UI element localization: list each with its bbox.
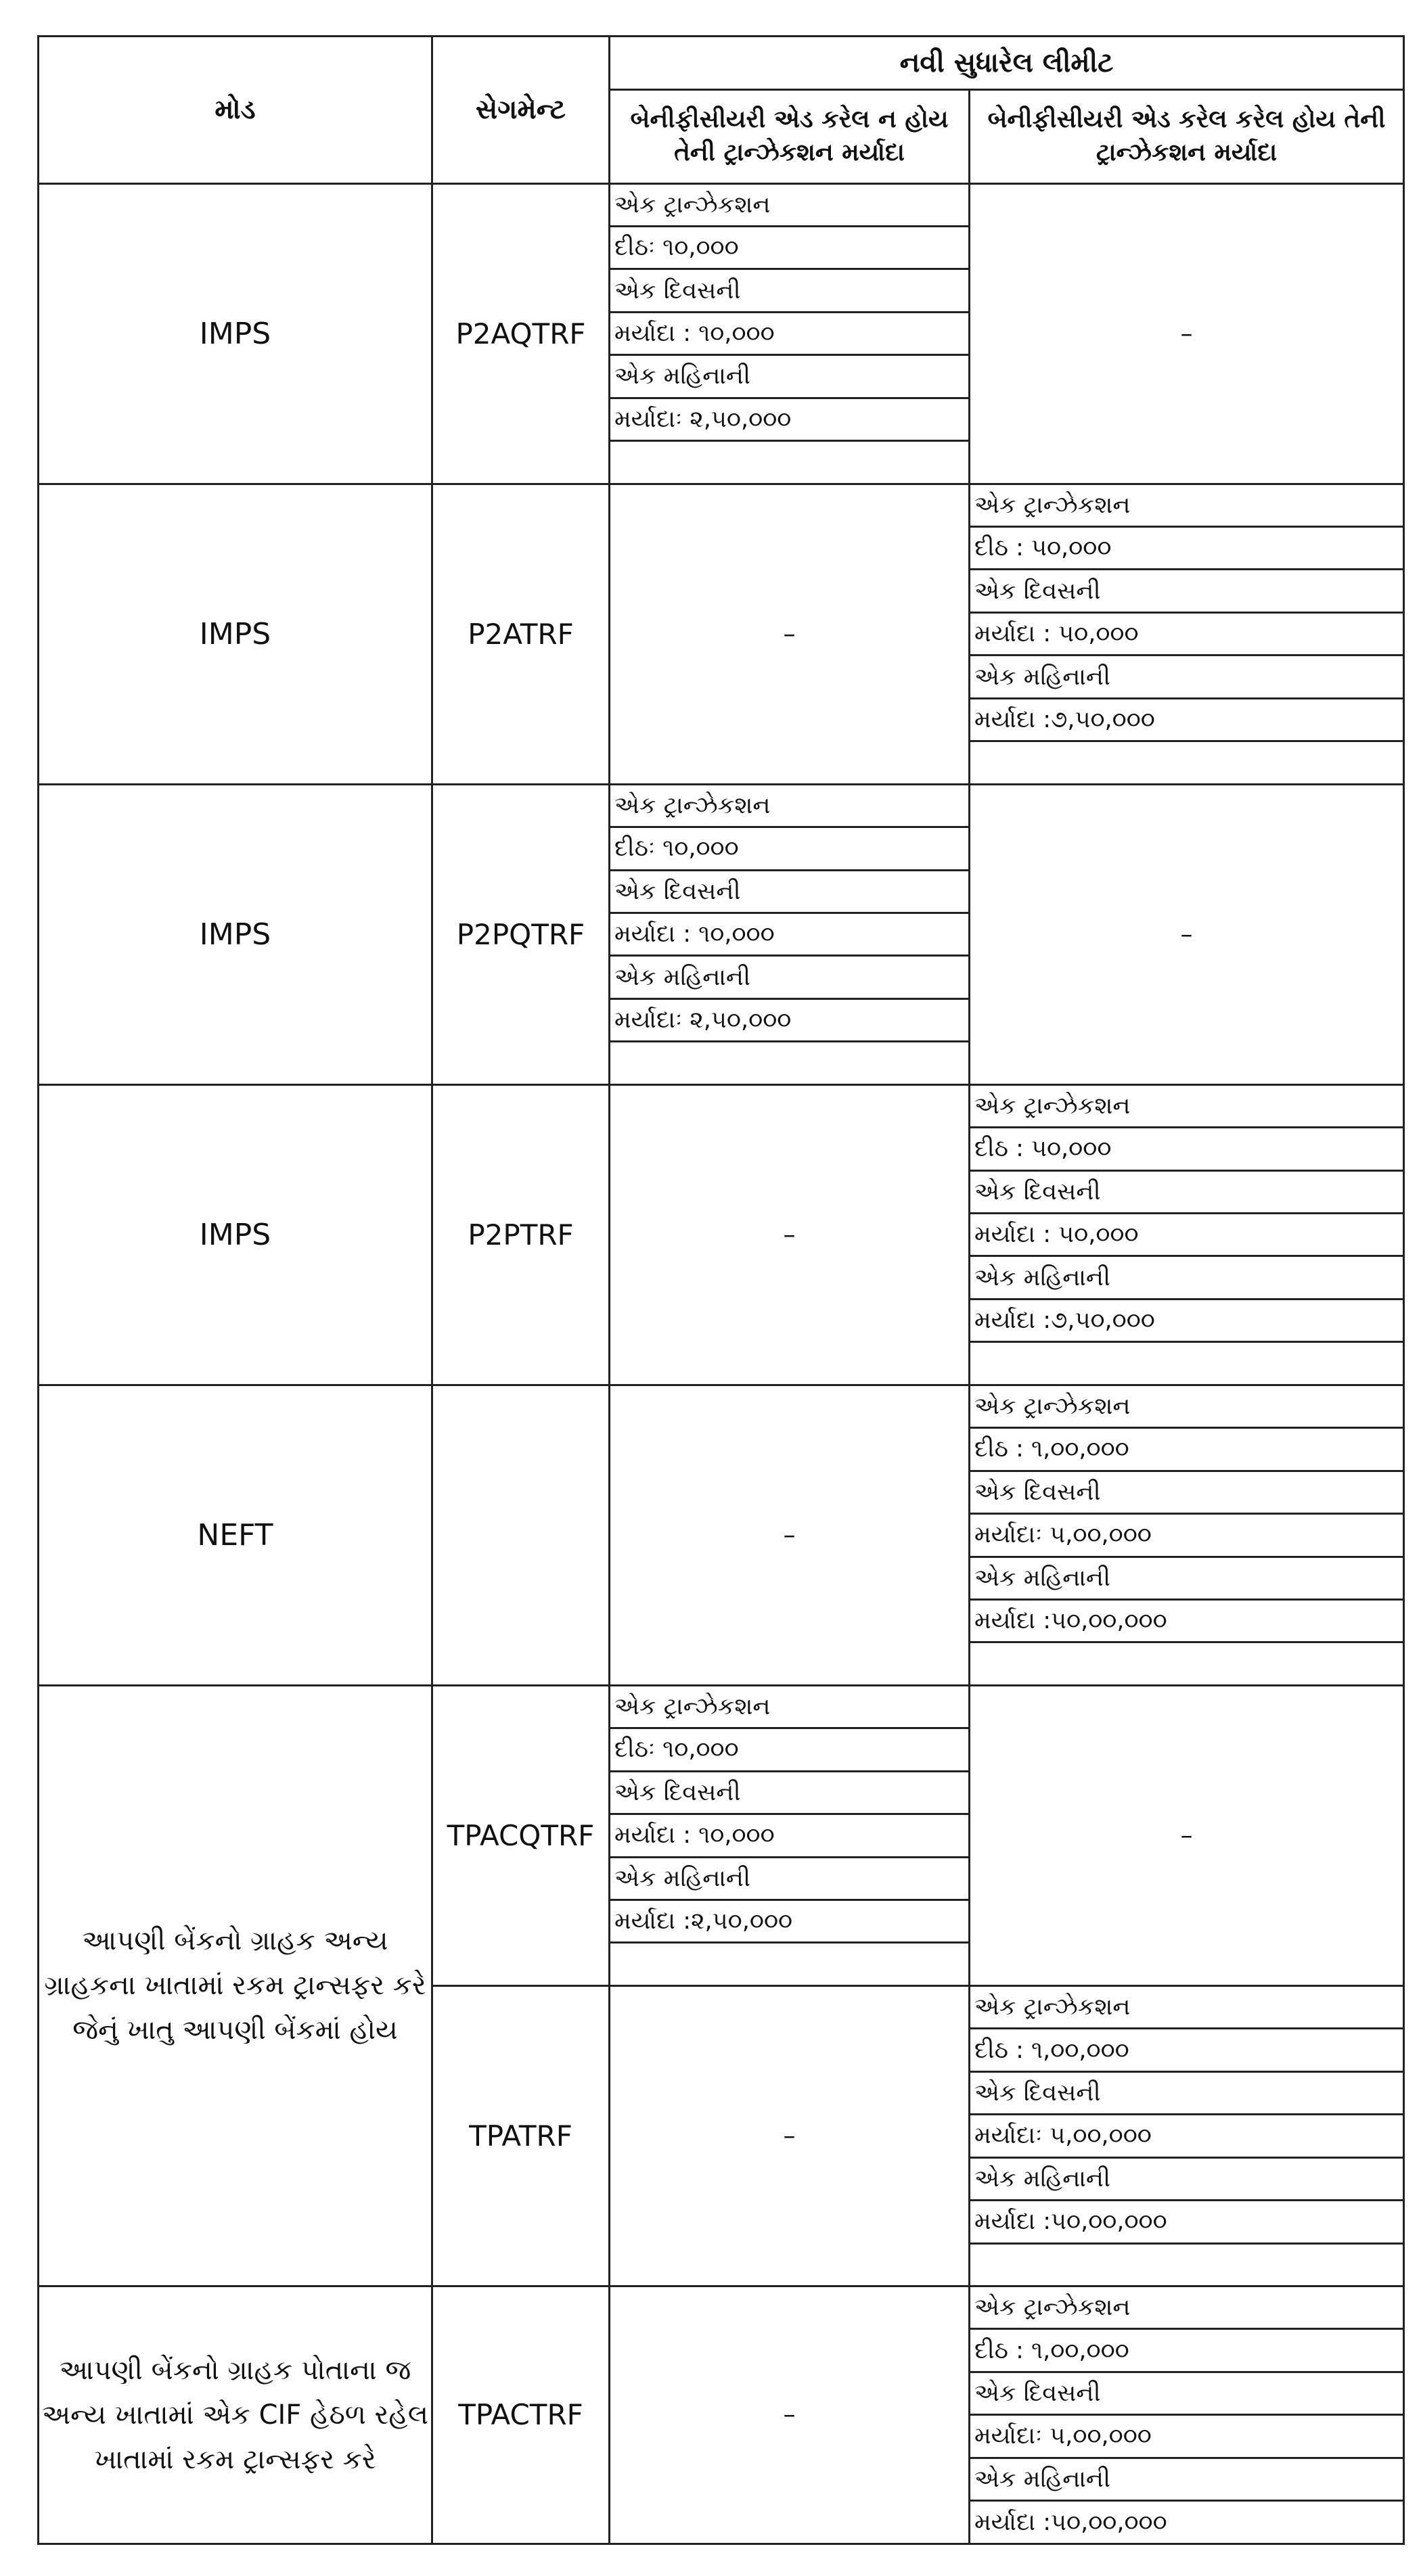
segment-cell: TPACTRF (432, 2286, 610, 2544)
mode-cell: આપણી બેંકનો ગ્રાહક પોતાના જ અન્ય ખાતામાં એક CIF હેઠળ રહેલ ખાતામાં રકમ ટ્રાન્સફર કરે (39, 2286, 432, 2544)
limits-table (37, 35, 1405, 2545)
limit-line: એક મહિનાની (610, 355, 970, 398)
limit-line: મર્યાદા : ૧૦,૦૦૦ (610, 1814, 970, 1857)
limit-line: એક દિવસની (610, 1771, 970, 1814)
limit-line (970, 1642, 1404, 1685)
limits-table-body (39, 37, 1404, 2544)
segment-cell: TPACQTRF (432, 1685, 610, 1985)
limit-line (970, 741, 1404, 784)
mode-cell: IMPS (39, 1084, 432, 1385)
limit-line: મર્યાદા : ૧૦,૦૦૦ (610, 913, 970, 955)
limit-line: દીઠ : ૫૦,૦૦૦ (970, 527, 1404, 570)
limit-line: મર્યાદાઃ ૫,૦૦,૦૦૦ (970, 2415, 1404, 2458)
limit-line: એક મહિનાની (970, 1557, 1404, 1599)
limit-line (610, 441, 970, 484)
limit-line: મર્યાદા : ૫૦,૦૦૦ (970, 1214, 1404, 1256)
segment-cell (432, 1385, 610, 1685)
limit-line: મર્યાદા :૭,૫૦,૦૦૦ (970, 1299, 1404, 1341)
table-row (39, 1685, 1404, 1728)
mode-cell: IMPS (39, 784, 432, 1084)
limit-line: મર્યાદાઃ ૫,૦૦,૦૦૦ (970, 1514, 1404, 1557)
not-applicable-dash: – (610, 1385, 970, 1685)
segment-cell: TPATRF (432, 1985, 610, 2286)
limit-line: એક મહિનાની (610, 1857, 970, 1900)
limit-line: એક મહિનાની (970, 2157, 1404, 2200)
limit-line: મર્યાદા : ૫૦,૦૦૦ (970, 612, 1404, 655)
limit-line: એક ટ્રાન્ઝેકશન (610, 183, 970, 226)
limit-line: દીઠઃ ૧૦,૦૦૦ (610, 827, 970, 870)
limit-line: દીઠઃ ૧૦,૦૦૦ (610, 1728, 970, 1771)
limit-line (970, 1342, 1404, 1385)
limit-line: એક ટ્રાન્ઝેકશન (970, 1084, 1404, 1127)
table-row (39, 2286, 1404, 2328)
limit-line: એક મહિનાની (610, 956, 970, 998)
limit-line: એક મહિનાની (970, 656, 1404, 698)
mode-cell: IMPS (39, 183, 432, 484)
header-segment: સેગમેન્ટ (432, 37, 610, 184)
header-row-top (39, 37, 1404, 90)
segment-cell: P2PQTRF (432, 784, 610, 1084)
limit-line: મર્યાદાઃ ૫,૦૦,૦૦૦ (970, 2115, 1404, 2157)
not-applicable-dash: – (610, 1084, 970, 1385)
mode-cell: NEFT (39, 1385, 432, 1685)
not-applicable-dash: – (610, 1985, 970, 2286)
limit-line: એક ટ્રાન્ઝેકશન (610, 784, 970, 827)
mode-cell: આપણી બેંકનો ગ્રાહક અન્ય ગ્રાહકના ખાતામાં રકમ ટ્રાન્સફર કરે જેનું ખાતુ આપણી બેંકમાં હોય (39, 1685, 432, 2286)
limit-line: દીઠ : ૧,૦૦,૦૦૦ (970, 2029, 1404, 2071)
limit-line (970, 2243, 1404, 2286)
limit-line: મર્યાદા :૭,૫૦,૦૦૦ (970, 698, 1404, 741)
limit-line: દીઠ : ૫૦,૦૦૦ (970, 1128, 1404, 1170)
limit-line: એક ટ્રાન્ઝેકશન (970, 484, 1404, 526)
limit-line: એક દિવસની (970, 2372, 1404, 2414)
limit-line: એક દિવસની (970, 1471, 1404, 1513)
limit-line: એક ટ્રાન્ઝેકશન (970, 2286, 1404, 2328)
limit-line: એક દિવસની (610, 269, 970, 312)
table-row (39, 784, 1404, 827)
mode-cell: IMPS (39, 484, 432, 784)
not-applicable-dash: – (970, 784, 1404, 1084)
segment-cell: P2ATRF (432, 484, 610, 784)
limit-line: એક ટ્રાન્ઝેકશન (970, 1985, 1404, 2028)
not-applicable-dash: – (970, 1685, 1404, 1985)
not-applicable-dash: – (610, 484, 970, 784)
limit-line: એક દિવસની (610, 870, 970, 913)
limit-line: એક મહિનાની (970, 1256, 1404, 1299)
limit-line (610, 1943, 970, 1985)
limit-line: એક દિવસની (970, 1170, 1404, 1213)
table-row (39, 484, 1404, 526)
header-new-limit: નવી સુધારેલ લીમીટ (610, 37, 1404, 90)
limit-line: મર્યાદા :૫૦,૦૦,૦૦૦ (970, 1599, 1404, 1642)
table-row (39, 1385, 1404, 1427)
limit-line: મર્યાદાઃ ૨,૫૦,૦૦૦ (610, 998, 970, 1041)
segment-cell: P2PTRF (432, 1084, 610, 1385)
limit-line: દીઠઃ ૧૦,૦૦૦ (610, 226, 970, 269)
limit-line: એક મહિનાની (970, 2458, 1404, 2500)
header-added: બેનીફીસીયરી એડ કરેલ કરેલ હોય તેની ટ્રાન્ઝેકશન મર્યાદા (970, 89, 1404, 183)
limit-line: મર્યાદા :૨,૫૦,૦૦૦ (610, 1900, 970, 1943)
limit-line: દીઠ : ૧,૦૦,૦૦૦ (970, 2329, 1404, 2372)
table-row (39, 183, 1404, 226)
header-not-added: બેનીફીસીયરી એડ કરેલ ન હોય તેની ટ્રાન્ઝેકશન મર્યાદા (610, 89, 970, 183)
not-applicable-dash: – (970, 183, 1404, 484)
limit-line: એક દિવસની (970, 2071, 1404, 2114)
header-mode: મોડ (39, 37, 432, 184)
table-row (39, 1084, 1404, 1127)
limit-line: મર્યાદા : ૧૦,૦૦૦ (610, 312, 970, 354)
limit-line: મર્યાદાઃ ૨,૫૦,૦૦૦ (610, 398, 970, 440)
segment-cell: P2AQTRF (432, 183, 610, 484)
limit-line: એક ટ્રાન્ઝેકશન (610, 1685, 970, 1728)
not-applicable-dash: – (610, 2286, 970, 2544)
limit-line: મર્યાદા :૫૦,૦૦,૦૦૦ (970, 2501, 1404, 2544)
limit-line: એક ટ્રાન્ઝેકશન (970, 1385, 1404, 1427)
limit-line: એક દિવસની (970, 570, 1404, 612)
limit-line: મર્યાદા :૫૦,૦૦,૦૦૦ (970, 2201, 1404, 2243)
limit-line (610, 1042, 970, 1084)
limit-line: દીઠ : ૧,૦૦,૦૦૦ (970, 1428, 1404, 1471)
